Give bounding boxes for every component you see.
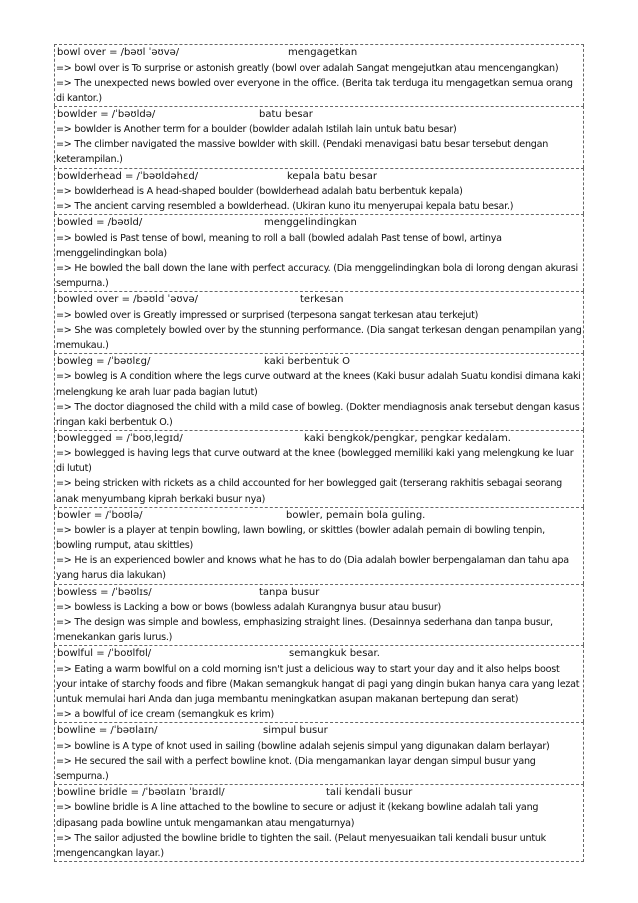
entry-headword: bowler = /ˈboʊlə/ bbox=[57, 509, 143, 521]
entry-translation: terkesan bbox=[300, 294, 344, 306]
entry-translation: semangkuk besar. bbox=[289, 648, 380, 660]
entry-header bbox=[56, 723, 582, 739]
dictionary-entry bbox=[54, 784, 584, 862]
entry-headword: bowless = /ˈbəʊlɪs/ bbox=[57, 586, 152, 598]
entry-example: => The unexpected news bowled over everyone in the office. (Berita tak terduga itu mengagetkan semua orang di kantor.) bbox=[56, 77, 573, 104]
entry-example: => The sailor adjusted the bowline bridle to tighten the sail. (Pelaut menyesuaikan tali kendali busur untuk mengencangkan layar.) bbox=[56, 832, 546, 859]
entry-example: => The design was simple and bowless, emphasizing straight lines. (Desainnya sederhana dan tanpa busur, menekankan garis lurus.) bbox=[56, 617, 553, 644]
entry-example: => He bowled the ball down the lane with perfect accuracy. (Dia menggelindingkan bola di lorong dengan akurasi sempurna.) bbox=[56, 262, 578, 290]
dictionary-entry bbox=[54, 430, 584, 507]
entry-header bbox=[56, 45, 582, 61]
entry-definition: => bowline is A type of knot used in sailing (bowline adalah sejenis simpul yang digunakan dalam berlayar) bbox=[56, 740, 550, 752]
entry-translation: menggelindingkan bbox=[264, 217, 357, 229]
entry-definition: => bowler is a player at tenpin bowling, lawn bowling, or skittles (bowler adalah pemain di bowling tenpin, bowling rumput, atau skittles) bbox=[56, 525, 545, 552]
entry-header bbox=[56, 169, 582, 185]
entry-definition: => Eating a warm bowlful on a cold morning isn't just a delicious way to start your day and it also helps boost your intake of starchy foods and fibre (Makan semangkuk hangat di pagi yang dingin bukan hanya cara yang lezat untuk memulai hari Anda dan juga membantu meningkatkan asupan makanan bertepung dan serat) bbox=[56, 663, 580, 705]
dictionary-entry bbox=[54, 645, 584, 722]
entry-header bbox=[56, 585, 582, 601]
entry-headword: bowled = /bəʊld/ bbox=[57, 217, 143, 229]
entry-translation: kaki bengkok/pengkar, pengkar kedalam. bbox=[304, 432, 511, 444]
entry-headword: bowl over = /bəʊl ˈəʊvə/ bbox=[57, 47, 180, 58]
entry-example: => a bowlful of ice cream (semangkuk es krim) bbox=[56, 709, 275, 721]
entry-example: => She was completely bowled over by the stunning performance. (Dia sangat terkesan dengan penampilan yang memukau.) bbox=[56, 324, 582, 351]
entry-translation: bowler, pemain bola guling. bbox=[286, 509, 426, 521]
entry-example: => The climber navigated the massive bowlder with skill. (Pendaki menavigasi batu besar tersebut dengan keterampilan.) bbox=[56, 139, 549, 166]
dictionary-entry bbox=[54, 106, 584, 168]
entry-header bbox=[56, 508, 582, 524]
entry-definition: => bowlderhead is A head-shaped boulder (bowlderhead adalah batu berbentuk kepala) bbox=[56, 186, 463, 198]
dictionary-entry bbox=[54, 44, 584, 106]
entry-definition: => bowled over is Greatly impressed or surprised (terpesona sangat terkesan atau terkejut) bbox=[56, 309, 479, 321]
entry-definition: => bowline bridle is A line attached to the bowline to secure or adjust it (kekang bowline adalah tali yang dipasang pada bowline untuk mengamankan atau mengaturnya) bbox=[56, 802, 539, 829]
entry-headword: bowlder = /ˈbəʊldə/ bbox=[57, 108, 156, 120]
entry-headword: bowline bridle = /ˈbəʊlaɪn ˈbraɪdl/ bbox=[57, 786, 225, 798]
entry-definition: => bowl over is To surprise or astonish greatly (bowl over adalah Sangat mengejutkan atau mencengangkan) bbox=[56, 62, 559, 74]
entry-translation: simpul busur bbox=[263, 725, 328, 737]
dictionary-entry bbox=[54, 291, 584, 353]
entry-translation: kaki berbentuk O bbox=[264, 355, 351, 367]
entry-headword: bowleg = /ˈbəʊlɛg/ bbox=[57, 355, 151, 367]
entry-translation: tanpa busur bbox=[259, 586, 320, 598]
dictionary-entry bbox=[54, 584, 584, 646]
entry-translation: batu besar bbox=[259, 108, 313, 120]
dictionary-entry bbox=[54, 353, 584, 430]
dictionary-entry bbox=[54, 168, 584, 215]
entry-header bbox=[56, 215, 582, 231]
entry-headword: bowlful = /ˈboʊlfʊl/ bbox=[57, 648, 152, 660]
entry-definition: => bowlder is Another term for a boulder (bowlder adalah Istilah lain untuk batu besar) bbox=[56, 124, 457, 136]
entry-example: => The ancient carving resembled a bowlderhead. (Ukiran kuno itu menyerupai kepala batu besar.) bbox=[56, 201, 514, 213]
dictionary-entry bbox=[54, 507, 584, 584]
entry-translation: mengagetkan bbox=[288, 47, 358, 58]
entry-example: => being stricken with rickets as a child accounted for her bowlegged gait (terserang rakhitis sebagai seorang anak menyumbang kiprah berkaki busur nya) bbox=[56, 478, 563, 505]
dictionary-entry bbox=[54, 722, 584, 784]
dictionary-entry bbox=[54, 214, 584, 291]
entry-header bbox=[56, 431, 582, 447]
entry-definition: => bowleg is A condition where the legs curve outward at the knees (Kaki busur adalah Suatu kondisi dimana kaki melengkung ke arah luar pada bagian lutut) bbox=[56, 371, 581, 398]
entry-headword: bowled over = /bəʊld ˈəʊvə/ bbox=[57, 294, 199, 306]
entry-definition: => bowled is Past tense of bowl, meaning to roll a ball (bowled adalah Past tense of bowl, artinya menggelindingkan bola) bbox=[56, 232, 502, 259]
entry-headword: bowline = /ˈbəʊlaɪn/ bbox=[57, 725, 158, 737]
entry-example: => The doctor diagnosed the child with a mild case of bowleg. (Dokter mendiagnosis anak tersebut dengan kasus ringan kaki berbentuk O.) bbox=[56, 401, 580, 428]
entry-definition: => bowless is Lacking a bow or bows (bowless adalah Kurangnya busur atau busur) bbox=[56, 602, 442, 614]
entry-headword: bowlegged = /ˈboʊˌlegɪd/ bbox=[57, 432, 183, 444]
entry-header bbox=[56, 354, 582, 370]
entry-translation: kepala batu besar bbox=[287, 170, 378, 182]
entry-example: => He secured the sail with a perfect bowline knot. (Dia mengamankan layar dengan simpul busur yang sempurna.) bbox=[56, 755, 536, 782]
entry-definition: => bowlegged is having legs that curve outward at the knee (bowlegged memiliki kaki yang melengkung ke luar di lutut) bbox=[56, 448, 574, 475]
entry-headword: bowlderhead = /ˈbəʊldəhɛd/ bbox=[57, 170, 199, 182]
entry-header bbox=[56, 646, 582, 662]
entry-example: => He is an experienced bowler and knows what he has to do (Dia adalah bowler berpengalaman dan tahu apa yang harus dia lakukan) bbox=[56, 555, 569, 582]
entry-header bbox=[56, 107, 582, 123]
entry-translation: tali kendali busur bbox=[326, 786, 413, 798]
entry-header bbox=[56, 785, 582, 801]
entry-header bbox=[56, 292, 582, 308]
dictionary-document bbox=[54, 44, 584, 862]
